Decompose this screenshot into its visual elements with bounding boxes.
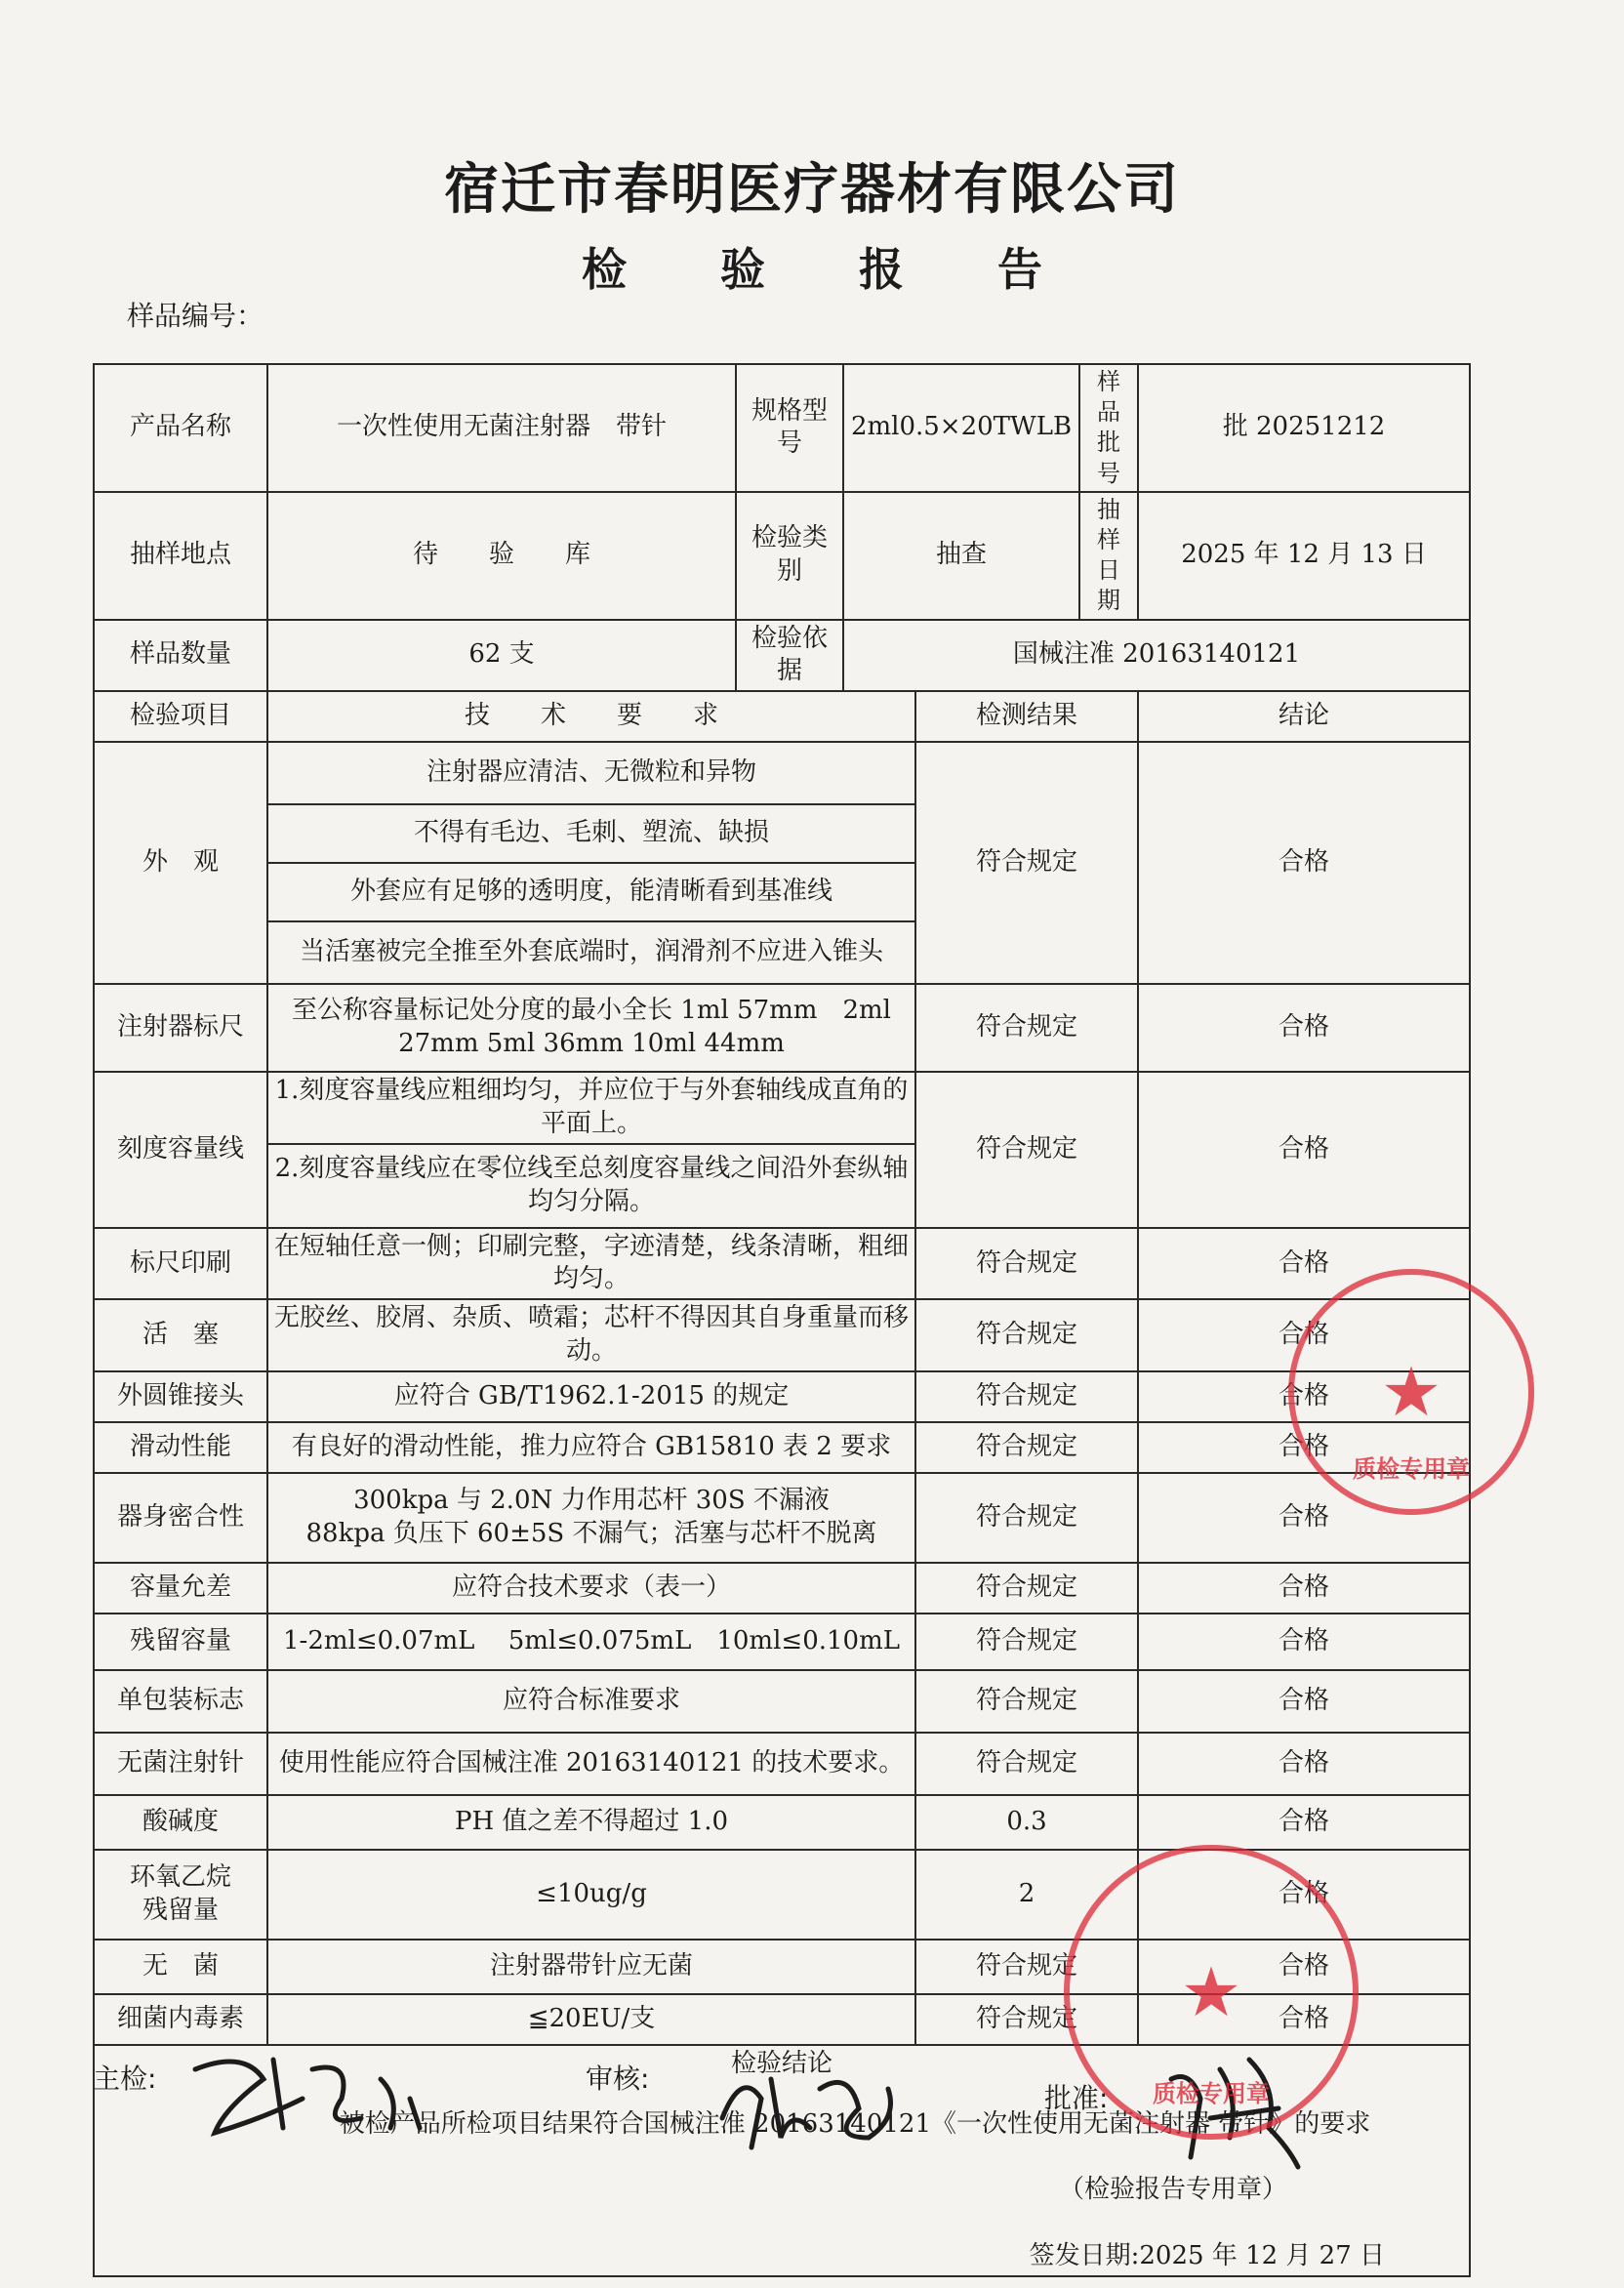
company-title: 宿迁市春明医疗器材有限公司 (444, 158, 1180, 222)
pharma-stamp (1288, 1269, 1534, 1515)
item-result: 符合规定 (915, 1371, 1138, 1422)
date-label: 抽样日期 (1079, 492, 1138, 620)
table-row (94, 1299, 1470, 1371)
table-row (94, 1228, 1470, 1300)
item-result: 0.3 (915, 1795, 1138, 1850)
table-row (94, 1795, 1470, 1850)
item-conclusion: 合格 (1138, 1994, 1470, 2045)
category-value: 抽查 (843, 492, 1079, 620)
qc-stamp-text: 质检专用章 (1153, 2080, 1270, 2107)
item-result: 符合规定 (915, 1422, 1138, 1473)
item-result: 符合规定 (915, 1670, 1138, 1733)
report-title: 检 验 报 告 (581, 243, 1082, 296)
scale-name: 刻度容量线 (94, 1072, 267, 1228)
item-name-line-2: 残留量 (142, 1895, 219, 1925)
appearance-name: 外 观 (94, 742, 267, 984)
item-result: 符合规定 (915, 1994, 1138, 2045)
item-req: ≤10ug/g (267, 1850, 915, 1940)
item-conclusion: 合格 (1138, 1422, 1470, 1473)
reviewer-label: 审核: (586, 2063, 650, 2095)
approver-label: 批准: (1044, 2082, 1109, 2114)
appearance-req-1: 注射器应清洁、无微粒和异物 (267, 742, 915, 804)
item-name-multiline (94, 1850, 267, 1940)
item-req-line-2: 88kpa 负压下 60±5S 不漏气；活塞与芯杆不脱离 (305, 1518, 877, 1548)
item-req: 1-2ml≤0.07mL 5ml≤0.075mL 10ml≤0.10mL (267, 1614, 915, 1670)
spec-label: 规格型号 (736, 364, 843, 492)
item-result: 符合规定 (915, 1733, 1138, 1795)
location-label: 抽样地点 (94, 492, 267, 620)
table-row (94, 1371, 1470, 1422)
quantity-label: 样品数量 (94, 620, 267, 692)
item-req: 使用性能应符合国械注准 20163140121 的技术要求。 (267, 1733, 915, 1795)
item-req: 注射器带针应无菌 (267, 1940, 915, 1994)
item-name: 滑动性能 (94, 1422, 267, 1473)
appearance-req-4: 当活塞被完全推至外套底端时，润滑剂不应进入锥头 (267, 921, 915, 984)
item-req: ≦20EU/支 (267, 1994, 915, 2045)
stamp-star-icon: ★ (1180, 1952, 1242, 2032)
item-req-multiline (267, 1473, 915, 1563)
item-conclusion: 合格 (1138, 1299, 1470, 1371)
col-item: 检验项目 (94, 691, 267, 742)
table-row (94, 1422, 1470, 1473)
location-value: 待 验 库 (267, 492, 736, 620)
inspector-label: 主检: (93, 2063, 157, 2095)
col-requirement: 技 术 要 求 (267, 691, 915, 742)
item-name: 细菌内毒素 (94, 1994, 267, 2045)
basis-label: 检验依据 (736, 620, 843, 692)
col-result: 检测结果 (915, 691, 1138, 742)
item-result: 符合规定 (915, 1473, 1138, 1563)
item-req: 在短轴任意一侧；印刷完整，字迹清楚，线条清晰，粗细均匀。 (267, 1228, 915, 1300)
item-result: 2 (915, 1850, 1138, 1940)
reviewer-signature (703, 2050, 917, 2157)
item-conclusion: 合格 (1138, 1473, 1470, 1563)
stamp-note: （检验报告专用章） (1059, 2175, 1288, 2205)
conclusion-label: 检验结论 (731, 2048, 833, 2078)
item-conclusion: 合格 (1138, 1733, 1470, 1795)
info-row-3 (94, 620, 1470, 692)
appearance-result: 符合规定 (915, 742, 1138, 984)
sample-no-label: 样品编号： (127, 300, 264, 332)
quantity-value: 62 支 (267, 620, 736, 692)
basis-value: 国械注准 20163140121 (843, 620, 1470, 692)
scale-conclusion: 合格 (1138, 1072, 1470, 1228)
ruler-result: 符合规定 (915, 984, 1138, 1072)
item-name: 无菌注射针 (94, 1733, 267, 1795)
ruler-row (94, 984, 1470, 1072)
appearance-req-3: 外套应有足够的透明度，能清晰看到基准线 (267, 863, 915, 921)
info-row-1 (94, 364, 1470, 492)
inspector-signature (185, 2040, 439, 2147)
item-req: 应符合 GB/T1962.1-2015 的规定 (267, 1371, 915, 1422)
pharma-stamp-text: 质检专用章 (1353, 1455, 1470, 1483)
item-name: 容量允差 (94, 1563, 267, 1614)
column-header-row (94, 691, 1470, 742)
date-value: 2025 年 12 月 13 日 (1138, 492, 1470, 620)
item-name: 残留容量 (94, 1614, 267, 1670)
scale-result: 符合规定 (915, 1072, 1138, 1228)
table-row (94, 1670, 1470, 1733)
item-conclusion: 合格 (1138, 1940, 1470, 1994)
item-conclusion: 合格 (1138, 1563, 1470, 1614)
item-name: 无 菌 (94, 1940, 267, 1994)
item-name: 标尺印刷 (94, 1228, 267, 1300)
table-row (94, 1614, 1470, 1670)
item-req: 有良好的滑动性能，推力应符合 GB15810 表 2 要求 (267, 1422, 915, 1473)
batch-value: 批 20251212 (1138, 364, 1470, 492)
appearance-conclusion: 合格 (1138, 742, 1470, 984)
qc-stamp (1064, 1845, 1359, 2140)
spec-value: 2ml0.5×20TWLB (843, 364, 1079, 492)
item-name: 外圆锥接头 (94, 1371, 267, 1422)
item-name: 活 塞 (94, 1299, 267, 1371)
item-result: 符合规定 (915, 1299, 1138, 1371)
item-result: 符合规定 (915, 1228, 1138, 1300)
item-req: PH 值之差不得超过 1.0 (267, 1795, 915, 1850)
item-conclusion: 合格 (1138, 1228, 1470, 1300)
item-conclusion: 合格 (1138, 1371, 1470, 1422)
ruler-conclusion: 合格 (1138, 984, 1470, 1072)
item-conclusion: 合格 (1138, 1850, 1470, 1940)
scale-row (94, 1072, 1470, 1144)
item-conclusion: 合格 (1138, 1614, 1470, 1670)
conclusion-text: 被检产品所检项目结果符合国械注准 20163140121《一次性使用无菌注射器 带针》的要求 (339, 2108, 1371, 2139)
info-row-2 (94, 492, 1470, 620)
sign-date: 签发日期:2025 年 12 月 27 日 (1029, 2241, 1386, 2271)
item-name: 酸碱度 (94, 1795, 267, 1850)
scale-req-1: 1.刻度容量线应粗细均匀，并应位于与外套轴线成直角的平面上。 (267, 1072, 915, 1144)
table-row (94, 1733, 1470, 1795)
item-result: 符合规定 (915, 1563, 1138, 1614)
stamp-star-icon: ★ (1380, 1352, 1442, 1432)
item-req: 无胶丝、胶屑、杂质、喷霜；芯杆不得因其自身重量而移动。 (267, 1299, 915, 1371)
product-name: 一次性使用无菌注射器 带针 (267, 364, 736, 492)
item-name: 单包装标志 (94, 1670, 267, 1733)
table-row (94, 1563, 1470, 1614)
appearance-req-2: 不得有毛边、毛刺、塑流、缺损 (267, 804, 915, 863)
ruler-name: 注射器标尺 (94, 984, 267, 1072)
batch-label: 样品批号 (1079, 364, 1138, 492)
col-conclusion: 结论 (1138, 691, 1470, 742)
appearance-row (94, 742, 1470, 804)
category-label: 检验类别 (736, 492, 843, 620)
item-result: 符合规定 (915, 1940, 1138, 1994)
product-name-label: 产品名称 (94, 364, 267, 492)
scale-req-2: 2.刻度容量线应在零位线至总刻度容量线之间沿外套纵轴均匀分隔。 (267, 1144, 915, 1228)
item-name: 器身密合性 (94, 1473, 267, 1563)
item-result: 符合规定 (915, 1614, 1138, 1670)
item-name-line-1: 环氧乙烷 (129, 1862, 231, 1893)
ruler-req: 至公称容量标记处分度的最小全长 1ml 57mm 2ml 27mm 5ml 36mm 10ml 44mm (267, 984, 915, 1072)
item-req-line-1: 300kpa 与 2.0N 力作用芯杆 30S 不漏液 (353, 1486, 830, 1516)
item-req: 应符合技术要求（表一） (267, 1563, 915, 1614)
item-conclusion: 合格 (1138, 1670, 1470, 1733)
table-row (94, 1473, 1470, 1563)
item-req: 应符合标准要求 (267, 1670, 915, 1733)
item-conclusion: 合格 (1138, 1795, 1470, 1850)
